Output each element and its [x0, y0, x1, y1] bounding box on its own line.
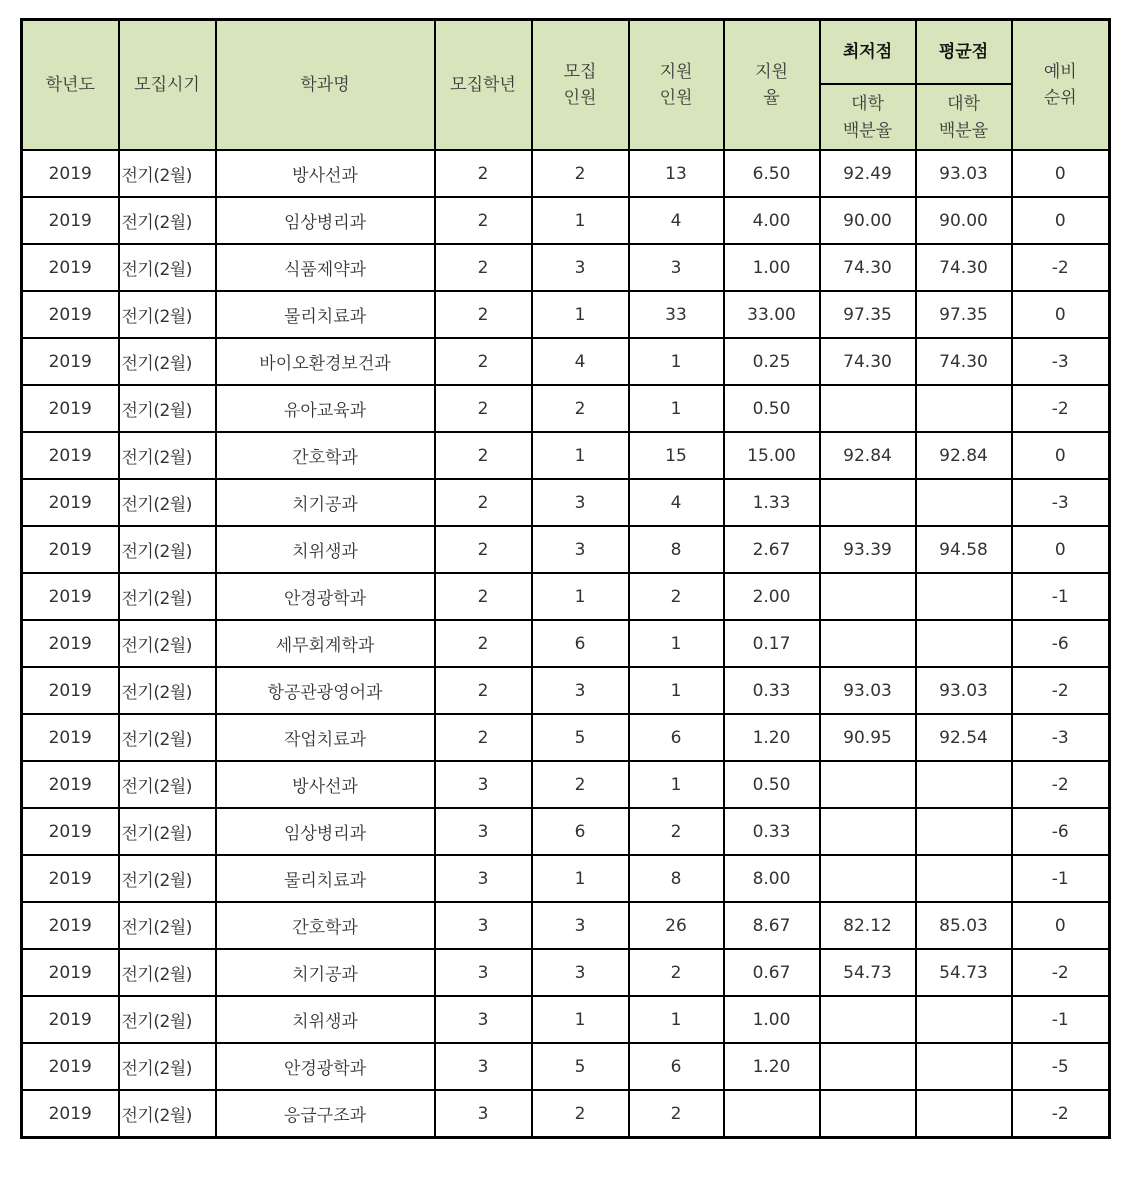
cell-grade: 2	[435, 150, 532, 197]
cell-ratio: 33.00	[724, 291, 820, 338]
cell-waitlist: -2	[1012, 1090, 1110, 1138]
cell-year: 2019	[22, 949, 119, 996]
cell-year: 2019	[22, 479, 119, 526]
cell-ratio: 8.00	[724, 855, 820, 902]
cell-avg-percentile	[916, 385, 1012, 432]
table-row	[22, 902, 1110, 949]
cell-min-percentile	[820, 996, 916, 1043]
cell-min-percentile	[820, 855, 916, 902]
cell-grade: 3	[435, 996, 532, 1043]
cell-year: 2019	[22, 808, 119, 855]
cell-waitlist: -2	[1012, 667, 1110, 714]
table-row	[22, 949, 1110, 996]
table-row	[22, 996, 1110, 1043]
cell-dept: 바이오환경보건과	[216, 338, 435, 385]
cell-avg-percentile	[916, 855, 1012, 902]
header-ratio-line2: 율	[763, 88, 780, 108]
cell-grade: 2	[435, 197, 532, 244]
cell-quota: 6	[532, 808, 629, 855]
cell-applicants: 6	[629, 714, 724, 761]
cell-waitlist: -6	[1012, 620, 1110, 667]
header-grade: 모집학년	[435, 20, 532, 151]
cell-ratio: 1.00	[724, 244, 820, 291]
header-quota-line2: 인원	[563, 88, 597, 108]
cell-year: 2019	[22, 385, 119, 432]
cell-period: 전기(2월)	[119, 338, 216, 385]
cell-waitlist: 0	[1012, 150, 1110, 197]
cell-avg-percentile	[916, 573, 1012, 620]
cell-avg-percentile	[916, 761, 1012, 808]
cell-waitlist: 0	[1012, 432, 1110, 479]
cell-ratio: 0.50	[724, 385, 820, 432]
cell-waitlist: -2	[1012, 949, 1110, 996]
cell-period: 전기(2월)	[119, 667, 216, 714]
admissions-table-container	[20, 18, 1111, 1139]
cell-avg-percentile: 74.30	[916, 244, 1012, 291]
cell-min-percentile	[820, 808, 916, 855]
header-applicants-line2: 인원	[659, 88, 693, 108]
cell-ratio: 2.67	[724, 526, 820, 573]
cell-applicants: 2	[629, 573, 724, 620]
cell-period: 전기(2월)	[119, 761, 216, 808]
header-avg-score: 평균점	[916, 20, 1012, 85]
cell-grade: 2	[435, 291, 532, 338]
table-row	[22, 1043, 1110, 1090]
cell-quota: 2	[532, 385, 629, 432]
cell-avg-percentile	[916, 479, 1012, 526]
cell-ratio: 0.33	[724, 667, 820, 714]
cell-year: 2019	[22, 761, 119, 808]
cell-year: 2019	[22, 667, 119, 714]
cell-dept: 세무회계학과	[216, 620, 435, 667]
cell-min-percentile	[820, 761, 916, 808]
cell-quota: 1	[532, 855, 629, 902]
cell-ratio: 0.25	[724, 338, 820, 385]
cell-period: 전기(2월)	[119, 808, 216, 855]
cell-dept: 안경광학과	[216, 1043, 435, 1090]
cell-grade: 2	[435, 526, 532, 573]
cell-quota: 3	[532, 479, 629, 526]
cell-ratio: 1.33	[724, 479, 820, 526]
cell-min-percentile: 74.30	[820, 244, 916, 291]
cell-applicants: 1	[629, 761, 724, 808]
cell-avg-percentile	[916, 620, 1012, 667]
cell-year: 2019	[22, 432, 119, 479]
cell-quota: 3	[532, 244, 629, 291]
cell-dept: 치기공과	[216, 479, 435, 526]
cell-applicants: 13	[629, 150, 724, 197]
cell-applicants: 26	[629, 902, 724, 949]
cell-grade: 3	[435, 949, 532, 996]
table-row	[22, 385, 1110, 432]
cell-ratio: 1.20	[724, 1043, 820, 1090]
table-body	[22, 150, 1110, 1138]
table-row	[22, 573, 1110, 620]
cell-min-percentile	[820, 479, 916, 526]
cell-period: 전기(2월)	[119, 291, 216, 338]
cell-year: 2019	[22, 1090, 119, 1138]
cell-quota: 1	[532, 197, 629, 244]
cell-min-percentile	[820, 1043, 916, 1090]
cell-applicants: 4	[629, 479, 724, 526]
cell-grade: 3	[435, 902, 532, 949]
cell-dept: 방사선과	[216, 761, 435, 808]
cell-year: 2019	[22, 197, 119, 244]
cell-waitlist: -2	[1012, 244, 1110, 291]
cell-applicants: 6	[629, 1043, 724, 1090]
header-min-score: 최저점	[820, 20, 916, 85]
cell-waitlist: -2	[1012, 385, 1110, 432]
cell-quota: 3	[532, 526, 629, 573]
cell-min-percentile: 93.39	[820, 526, 916, 573]
cell-ratio	[724, 1090, 820, 1138]
table-row	[22, 761, 1110, 808]
cell-applicants: 3	[629, 244, 724, 291]
cell-quota: 1	[532, 573, 629, 620]
cell-waitlist: -1	[1012, 573, 1110, 620]
cell-quota: 4	[532, 338, 629, 385]
cell-grade: 2	[435, 714, 532, 761]
cell-avg-percentile: 74.30	[916, 338, 1012, 385]
cell-ratio: 1.20	[724, 714, 820, 761]
header-waitlist-line2: 순위	[1043, 88, 1077, 108]
cell-grade: 3	[435, 1043, 532, 1090]
cell-waitlist: -5	[1012, 1043, 1110, 1090]
header-applicants	[629, 20, 724, 151]
table-header	[22, 20, 1110, 151]
cell-period: 전기(2월)	[119, 902, 216, 949]
cell-avg-percentile: 92.54	[916, 714, 1012, 761]
cell-dept: 간호학과	[216, 432, 435, 479]
cell-dept: 치기공과	[216, 949, 435, 996]
cell-avg-percentile: 97.35	[916, 291, 1012, 338]
cell-dept: 응급구조과	[216, 1090, 435, 1138]
cell-avg-percentile: 85.03	[916, 902, 1012, 949]
cell-grade: 3	[435, 808, 532, 855]
cell-waitlist: 0	[1012, 197, 1110, 244]
cell-period: 전기(2월)	[119, 620, 216, 667]
cell-avg-percentile: 54.73	[916, 949, 1012, 996]
table-row	[22, 526, 1110, 573]
table-row	[22, 150, 1110, 197]
cell-ratio: 4.00	[724, 197, 820, 244]
table-row	[22, 432, 1110, 479]
cell-avg-percentile	[916, 996, 1012, 1043]
cell-quota: 3	[532, 902, 629, 949]
table-row	[22, 291, 1110, 338]
cell-waitlist: -3	[1012, 714, 1110, 761]
cell-ratio: 6.50	[724, 150, 820, 197]
table-row	[22, 620, 1110, 667]
cell-avg-percentile: 93.03	[916, 667, 1012, 714]
cell-period: 전기(2월)	[119, 949, 216, 996]
header-avg-percentile-line2: 백분율	[938, 121, 989, 141]
header-waitlist-line1: 예비	[1043, 62, 1077, 82]
table-row	[22, 667, 1110, 714]
cell-grade: 3	[435, 1090, 532, 1138]
cell-quota: 5	[532, 1043, 629, 1090]
cell-quota: 1	[532, 291, 629, 338]
cell-quota: 1	[532, 432, 629, 479]
cell-min-percentile: 74.30	[820, 338, 916, 385]
cell-dept: 식품제약과	[216, 244, 435, 291]
cell-applicants: 33	[629, 291, 724, 338]
cell-waitlist: -3	[1012, 479, 1110, 526]
cell-grade: 2	[435, 667, 532, 714]
cell-dept: 안경광학과	[216, 573, 435, 620]
cell-grade: 2	[435, 338, 532, 385]
cell-waitlist: -2	[1012, 761, 1110, 808]
header-ratio	[724, 20, 820, 151]
table-row	[22, 244, 1110, 291]
cell-min-percentile: 90.00	[820, 197, 916, 244]
admissions-table	[20, 18, 1111, 1139]
cell-avg-percentile: 90.00	[916, 197, 1012, 244]
cell-applicants: 15	[629, 432, 724, 479]
cell-dept: 임상병리과	[216, 808, 435, 855]
cell-avg-percentile	[916, 1090, 1012, 1138]
cell-dept: 유아교육과	[216, 385, 435, 432]
header-min-percentile	[820, 84, 916, 150]
cell-period: 전기(2월)	[119, 432, 216, 479]
cell-waitlist: 0	[1012, 526, 1110, 573]
cell-ratio: 0.50	[724, 761, 820, 808]
cell-period: 전기(2월)	[119, 479, 216, 526]
header-dept: 학과명	[216, 20, 435, 151]
cell-min-percentile	[820, 620, 916, 667]
cell-year: 2019	[22, 526, 119, 573]
cell-grade: 2	[435, 479, 532, 526]
cell-period: 전기(2월)	[119, 1043, 216, 1090]
cell-applicants: 8	[629, 526, 724, 573]
cell-year: 2019	[22, 996, 119, 1043]
header-ratio-line1: 지원	[755, 62, 788, 82]
cell-applicants: 4	[629, 197, 724, 244]
cell-quota: 1	[532, 996, 629, 1043]
cell-quota: 2	[532, 1090, 629, 1138]
table-row	[22, 714, 1110, 761]
cell-grade: 3	[435, 855, 532, 902]
cell-period: 전기(2월)	[119, 197, 216, 244]
cell-year: 2019	[22, 150, 119, 197]
cell-applicants: 8	[629, 855, 724, 902]
cell-applicants: 1	[629, 996, 724, 1043]
cell-min-percentile	[820, 1090, 916, 1138]
header-quota	[532, 20, 629, 151]
cell-avg-percentile: 93.03	[916, 150, 1012, 197]
cell-ratio: 0.17	[724, 620, 820, 667]
cell-avg-percentile	[916, 1043, 1012, 1090]
cell-min-percentile: 90.95	[820, 714, 916, 761]
cell-min-percentile: 54.73	[820, 949, 916, 996]
cell-waitlist: -1	[1012, 996, 1110, 1043]
cell-applicants: 1	[629, 620, 724, 667]
table-row	[22, 197, 1110, 244]
cell-min-percentile: 97.35	[820, 291, 916, 338]
cell-waitlist: 0	[1012, 291, 1110, 338]
cell-applicants: 1	[629, 338, 724, 385]
cell-year: 2019	[22, 1043, 119, 1090]
cell-ratio: 0.33	[724, 808, 820, 855]
cell-period: 전기(2월)	[119, 150, 216, 197]
cell-applicants: 2	[629, 808, 724, 855]
cell-quota: 2	[532, 761, 629, 808]
cell-grade: 2	[435, 620, 532, 667]
cell-ratio: 0.67	[724, 949, 820, 996]
cell-grade: 2	[435, 432, 532, 479]
cell-min-percentile: 93.03	[820, 667, 916, 714]
cell-year: 2019	[22, 573, 119, 620]
cell-min-percentile	[820, 573, 916, 620]
cell-period: 전기(2월)	[119, 855, 216, 902]
cell-applicants: 2	[629, 949, 724, 996]
cell-dept: 임상병리과	[216, 197, 435, 244]
cell-year: 2019	[22, 291, 119, 338]
cell-waitlist: -6	[1012, 808, 1110, 855]
cell-year: 2019	[22, 244, 119, 291]
cell-ratio: 15.00	[724, 432, 820, 479]
cell-dept: 물리치료과	[216, 291, 435, 338]
cell-dept: 간호학과	[216, 902, 435, 949]
cell-waitlist: -1	[1012, 855, 1110, 902]
cell-avg-percentile: 92.84	[916, 432, 1012, 479]
cell-period: 전기(2월)	[119, 573, 216, 620]
cell-grade: 2	[435, 244, 532, 291]
cell-quota: 6	[532, 620, 629, 667]
cell-year: 2019	[22, 620, 119, 667]
table-row	[22, 855, 1110, 902]
table-row	[22, 1090, 1110, 1138]
header-applicants-line1: 지원	[659, 62, 693, 82]
cell-dept: 항공관광영어과	[216, 667, 435, 714]
cell-ratio: 2.00	[724, 573, 820, 620]
cell-avg-percentile	[916, 808, 1012, 855]
cell-year: 2019	[22, 338, 119, 385]
cell-min-percentile: 82.12	[820, 902, 916, 949]
cell-period: 전기(2월)	[119, 1090, 216, 1138]
cell-quota: 3	[532, 949, 629, 996]
cell-period: 전기(2월)	[119, 385, 216, 432]
cell-year: 2019	[22, 902, 119, 949]
cell-avg-percentile: 94.58	[916, 526, 1012, 573]
header-min-percentile-line1: 대학	[851, 94, 884, 114]
cell-period: 전기(2월)	[119, 714, 216, 761]
cell-ratio: 1.00	[724, 996, 820, 1043]
cell-period: 전기(2월)	[119, 244, 216, 291]
cell-waitlist: 0	[1012, 902, 1110, 949]
cell-ratio: 8.67	[724, 902, 820, 949]
cell-period: 전기(2월)	[119, 996, 216, 1043]
header-quota-line1: 모집	[563, 62, 597, 82]
cell-dept: 치위생과	[216, 526, 435, 573]
cell-quota: 2	[532, 150, 629, 197]
cell-year: 2019	[22, 714, 119, 761]
cell-quota: 5	[532, 714, 629, 761]
cell-grade: 2	[435, 385, 532, 432]
cell-min-percentile: 92.49	[820, 150, 916, 197]
cell-dept: 치위생과	[216, 996, 435, 1043]
cell-min-percentile	[820, 385, 916, 432]
cell-dept: 작업치료과	[216, 714, 435, 761]
table-row	[22, 338, 1110, 385]
table-row	[22, 808, 1110, 855]
cell-grade: 2	[435, 573, 532, 620]
cell-dept: 물리치료과	[216, 855, 435, 902]
cell-dept: 방사선과	[216, 150, 435, 197]
cell-quota: 3	[532, 667, 629, 714]
cell-grade: 3	[435, 761, 532, 808]
cell-applicants: 1	[629, 385, 724, 432]
cell-min-percentile: 92.84	[820, 432, 916, 479]
header-avg-percentile-line1: 대학	[947, 94, 980, 114]
header-period: 모집시기	[119, 20, 216, 151]
cell-year: 2019	[22, 855, 119, 902]
header-year: 학년도	[22, 20, 119, 151]
cell-applicants: 2	[629, 1090, 724, 1138]
cell-applicants: 1	[629, 667, 724, 714]
header-avg-percentile	[916, 84, 1012, 150]
cell-waitlist: -3	[1012, 338, 1110, 385]
cell-period: 전기(2월)	[119, 526, 216, 573]
table-row	[22, 479, 1110, 526]
header-min-percentile-line2: 백분율	[842, 121, 893, 141]
header-waitlist	[1012, 20, 1110, 151]
